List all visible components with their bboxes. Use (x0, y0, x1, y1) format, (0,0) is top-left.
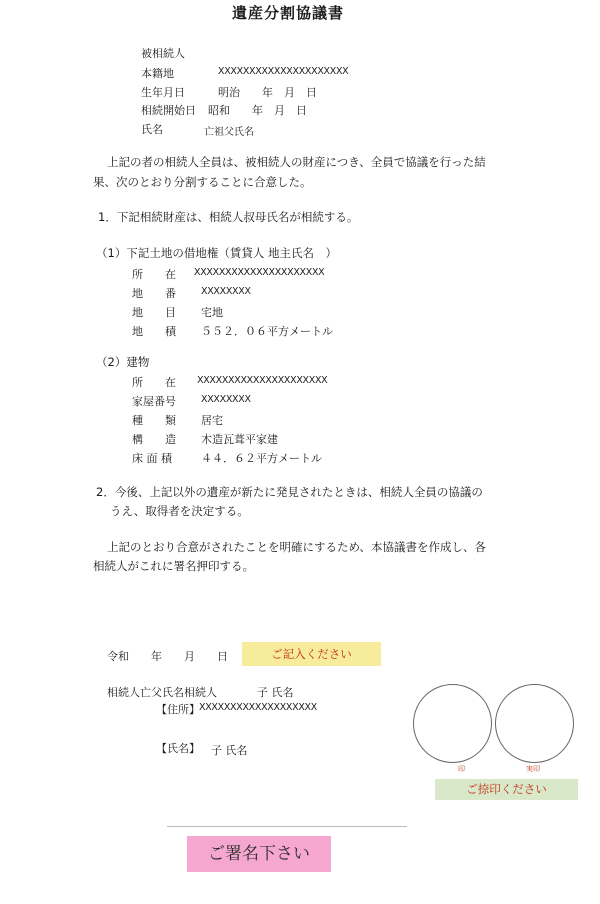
birth-value: 明治 年 月 日 (218, 86, 317, 99)
floor-area-value: ４４．６２平方メートル (201, 452, 322, 465)
land-location-label: 所 在 (132, 268, 176, 281)
seal-circle-right (495, 684, 574, 763)
structure-value: 木造瓦葺平家建 (201, 433, 278, 446)
building-location-label: 所 在 (132, 376, 176, 389)
heir-line (107, 684, 217, 700)
address-value: XXXXXXXXXXXXXXXXXXX (199, 702, 317, 713)
closing-line-1: 上記のとおり合意がされたことを明確にするため、本協議書を作成し、各 (107, 540, 487, 554)
seal-note: ご捺印ください (435, 779, 578, 800)
document-title: 遺産分割協議書 (232, 4, 345, 22)
building-heading: （2）建物 (96, 355, 150, 369)
land-area-value: ５５２．０６平方メートル (201, 325, 333, 338)
heir-name-label: 【氏名】 (156, 742, 200, 755)
land-category-label: 地 目 (132, 306, 176, 319)
house-number-value: XXXXXXXX (201, 394, 251, 405)
heir-relation: 子 氏名 (257, 686, 294, 699)
house-number-label: 家屋番号 (132, 395, 176, 408)
item-2-line-1: 2．今後、上記以外の遺産が新たに発見されたときは、相続人全員の協議の (96, 485, 483, 499)
birth-label: 生年月日 (141, 86, 185, 99)
intro-line-1: 上記の者の相続人全員は、被相続人の財産につき、全員で協議を行った結 (107, 155, 486, 169)
closing-line-2: 相続人がこれに署名押印する。 (93, 559, 254, 573)
land-location-value: XXXXXXXXXXXXXXXXXXXXX (194, 267, 325, 278)
heir-deceased-name: 亡父氏名 (140, 686, 184, 699)
item-2-line-2: うえ、取得者を決定する。 (110, 504, 249, 518)
land-heading: （1）下記土地の借地権（賃貸人 地主氏名 ） (96, 246, 337, 260)
seal-left-tag: 印 (458, 765, 465, 773)
seal-right-tag: 実印 (526, 765, 540, 773)
floor-area-label: 床 面 積 (132, 452, 172, 465)
signature-line (167, 826, 407, 827)
address-label: 【住所】 (156, 703, 200, 716)
item-1: 1．下記相続財産は、相続人叔母氏名が相続する。 (98, 210, 359, 224)
deceased-name-value: 亡祖父氏名 (204, 127, 254, 138)
structure-label: 構 造 (132, 433, 176, 446)
deceased-heading: 被相続人 (141, 47, 185, 60)
heir-name-value: 子 氏名 (211, 744, 248, 757)
domicile-label: 本籍地 (141, 67, 174, 80)
building-type-label: 種 類 (132, 414, 176, 427)
heir-role: 相続人 (184, 686, 217, 699)
intro-line-2: 果、次のとおり分割することに合意した。 (93, 175, 312, 189)
name-label: 氏名 (141, 123, 163, 136)
death-label: 相続開始日 (141, 104, 196, 117)
land-lot-label: 地 番 (132, 287, 176, 300)
land-category-value: 宅地 (201, 306, 223, 319)
date-line: 令和 年 月 日 (107, 650, 228, 663)
land-area-label: 地 積 (132, 325, 176, 338)
building-location-value: XXXXXXXXXXXXXXXXXXXXX (197, 375, 328, 386)
date-note: ご記入ください (242, 642, 381, 666)
domicile-value: XXXXXXXXXXXXXXXXXXXXX (218, 66, 349, 77)
land-lot-value: XXXXXXXX (201, 286, 251, 297)
seal-circle-left (413, 684, 492, 763)
signature-note: ご署名下さい (187, 836, 331, 872)
death-value: 昭和 年 月 日 (208, 104, 307, 117)
heir-prefix: 相続人 (107, 686, 140, 699)
building-type-value: 居宅 (201, 414, 223, 427)
